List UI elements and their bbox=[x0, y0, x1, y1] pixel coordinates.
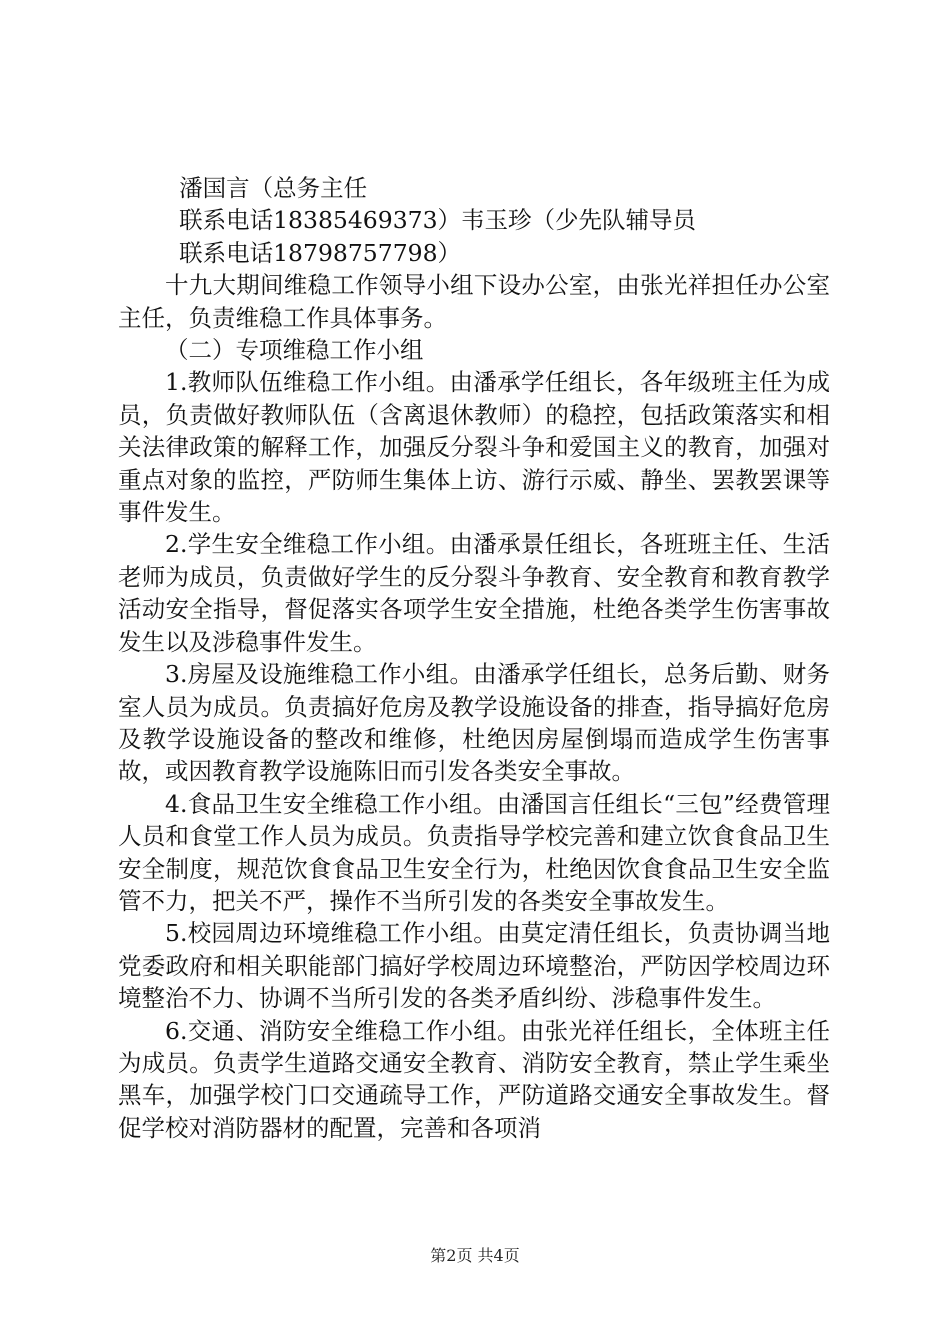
paragraph-item-6: 6.交通、消防安全维稳工作小组。由张光祥任组长，全体班主任为成员。负责学生道路交通安全教育、消防安全教育，禁止学生乘坐黑车，加强学校门口交通疏导工作，严防道路交通安全事故发生。督促学校对消防器材的配置，完善和各项消 bbox=[118, 1016, 830, 1142]
paragraph-item-3: 3.房屋及设施维稳工作小组。由潘承学任组长，总务后勤、财务室人员为成员。负责搞好危房及教学设施设备的排查，指导搞好危房及教学设施设备的整改和维修，杜绝因房屋倒塌而造成学生伤害事故，或因教育教学设施陈旧而引发各类安全事故。 bbox=[118, 660, 830, 786]
page-number: 第2页 共4页 bbox=[430, 1246, 520, 1265]
page-footer bbox=[0, 1243, 950, 1266]
document-body bbox=[118, 172, 830, 1144]
section-heading: （二）专项维稳工作小组 bbox=[165, 336, 424, 365]
paragraph-item-4: 4.食品卫生安全维稳工作小组。由潘国言任组长“三包”经费管理人员和食堂工作人员为成员。负责指导学校完善和建立饮食食品卫生安全制度，规范饮食食品卫生安全行为，杜绝因饮食食品卫生安全监管不力，把关不严，操作不当所引发的各类安全事故发生。 bbox=[118, 789, 830, 915]
paragraph-item-2: 2.学生安全维稳工作小组。由潘承景任组长，各班班主任、生活老师为成员，负责做好学生的反分裂斗争教育、安全教育和教育教学活动安全指导，督促落实各项学生安全措施，杜绝各类学生伤害事故发生以及涉稳事件发生。 bbox=[118, 530, 830, 656]
paragraph-item-1: 1.教师队伍维稳工作小组。由潘承学任组长，各年级班主任为成员，负责做好教师队伍（含离退休教师）的稳控，包括政策落实和相关法律政策的解释工作，加强反分裂斗争和爱国主义的教育，加强对重点对象的监控，严防师生集体上访、游行示威、静坐、罢教罢课等事件发生。 bbox=[118, 368, 830, 527]
paragraph-contact-1: 潘国言（总务主任 bbox=[179, 174, 368, 202]
paragraph-contact-3: 联系电话18798757798） bbox=[179, 238, 462, 267]
paragraph-office: 十九大期间维稳工作领导小组下设办公室，由张光祥担任办公室主任，负责维稳工作具体事务。 bbox=[118, 271, 830, 332]
paragraph-contact-2: 联系电话18385469373）韦玉珍（少先队辅导员 bbox=[179, 206, 697, 235]
paragraph-item-5: 5.校园周边环境维稳工作小组。由莫定清任组长，负责协调当地党委政府和相关职能部门搞好学校周边环境整治，严防因学校周边环境整治不力、协调不当所引发的各类矛盾纠纷、涉稳事件发生。 bbox=[118, 919, 830, 1013]
